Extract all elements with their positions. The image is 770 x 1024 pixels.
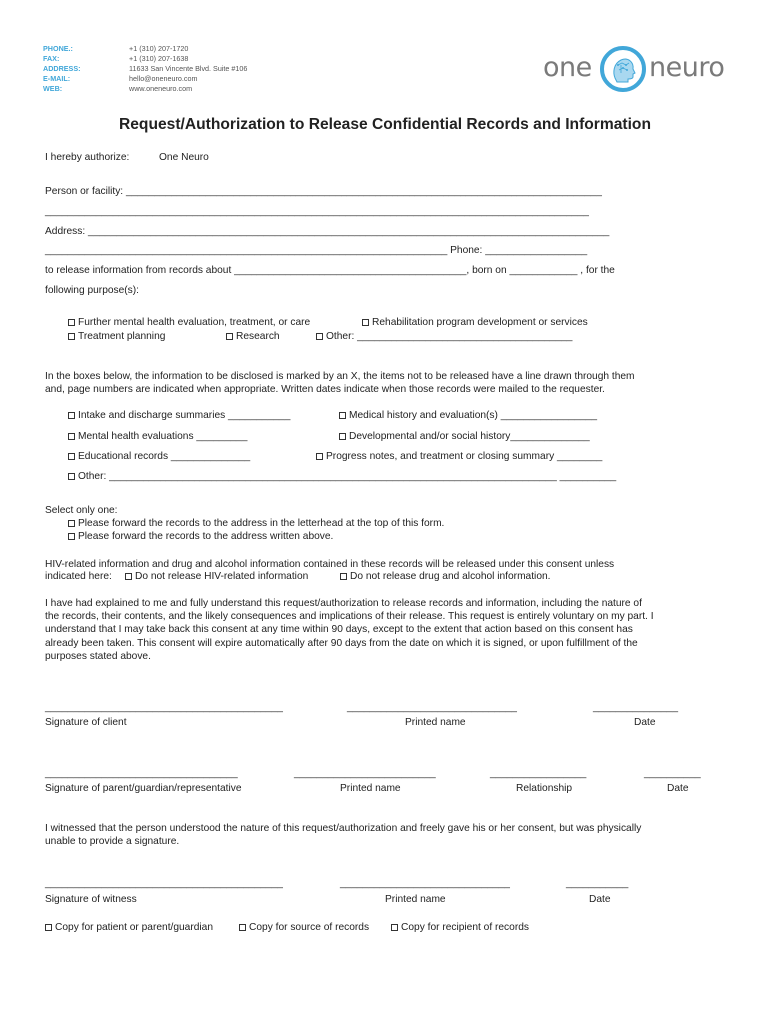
consent-line-2: the records, their contents, and the likely consequences and implications of their release. This request is entirely voluntary on my part. I	[45, 611, 654, 622]
parent-date-label: Date	[667, 783, 689, 794]
web-label: WEB:	[43, 84, 63, 93]
instructions-line-2: and, page numbers are indicated when appropriate. Written dates indicate when those records were mailed to the requester.	[45, 384, 605, 395]
consent-line-1: I have had explained to me and fully understand this request/authorization to release records and information, including the nature of	[45, 598, 642, 609]
forward-above-option[interactable]	[68, 530, 333, 543]
parent-date-field[interactable]: __________	[644, 768, 701, 779]
address-label: ADDRESS:	[43, 64, 81, 73]
checkbox-icon[interactable]	[68, 520, 75, 527]
hiv-prefix: indicated here:	[45, 571, 112, 582]
checkbox-icon[interactable]	[125, 573, 132, 580]
option-label: Progress notes, and treatment or closing summary ________	[326, 451, 603, 462]
option-label: Please forward the records to the address written above.	[78, 531, 334, 542]
letterhead-values	[129, 44, 247, 94]
hiv-no-release-option[interactable]	[125, 570, 308, 583]
option-label: Copy for patient or parent/guardian	[55, 922, 214, 933]
option-label: Mental health evaluations _________	[78, 431, 248, 442]
hiv-text: HIV-related information and drug and alcohol information contained in these records will be released under this consent unless	[45, 559, 615, 570]
client-date-field[interactable]: _______________	[593, 702, 678, 713]
purpose-option-research[interactable]	[226, 330, 280, 343]
witness-date-label: Date	[589, 894, 611, 905]
record-progress-notes[interactable]	[316, 450, 602, 463]
email-value: hello@oneneuro.com	[129, 74, 198, 83]
parent-signature-field[interactable]: __________________________________	[45, 768, 238, 779]
checkbox-icon[interactable]	[391, 924, 398, 931]
select-one-label: Select only one:	[45, 505, 118, 516]
consent-line-5: purposes stated above.	[45, 651, 151, 662]
drug-no-release-option[interactable]	[340, 570, 550, 583]
record-intake[interactable]	[68, 409, 290, 422]
option-label: Do not release HIV-related information	[135, 571, 309, 582]
checkbox-icon[interactable]	[339, 412, 346, 419]
address-field[interactable]: Address: ____________________________________________________________________________________________	[45, 226, 610, 237]
person-facility-field[interactable]: Person or facility: ____________________________________________________________________________________	[45, 186, 602, 197]
checkbox-icon[interactable]	[68, 453, 75, 460]
email-label: E-MAIL:	[43, 74, 71, 83]
option-label: Further mental health evaluation, treatment, or care	[78, 317, 311, 328]
checkbox-icon[interactable]	[68, 533, 75, 540]
form-title: Request/Authorization to Release Confidential Records and Information	[119, 116, 651, 133]
parent-printed-label: Printed name	[340, 783, 401, 794]
copy-source-option[interactable]	[239, 921, 369, 934]
witness-signature-label: Signature of witness	[45, 894, 137, 905]
purpose-option-evaluation[interactable]	[68, 316, 310, 329]
option-label: Research	[236, 331, 280, 342]
release-about-field[interactable]: to release information from records about _________________________________________, born on ____________ , for the	[45, 265, 615, 276]
purpose-option-treatment[interactable]	[68, 330, 165, 343]
phone-label: PHONE.:	[43, 44, 73, 53]
phone-value: +1 (310) 207-1720	[129, 44, 189, 53]
logo-text-neuro: neuro	[649, 52, 725, 83]
forward-letterhead-option[interactable]	[68, 517, 444, 530]
checkbox-icon[interactable]	[316, 333, 323, 340]
witness-signature-field[interactable]: __________________________________________	[45, 878, 283, 889]
consent-line-3: understand that I may take back this consent at any time within 90 days, except to the extent that action based on this consent has	[45, 624, 633, 635]
client-printed-name-field[interactable]: ______________________________	[347, 702, 517, 713]
option-label: Intake and discharge summaries ___________	[78, 410, 291, 421]
fax-value: +1 (310) 207-1638	[129, 54, 189, 63]
witness-text-line-1: I witnessed that the person understood the nature of this request/authorization and freely gave his or her consent, but was physically	[45, 823, 642, 834]
option-label: Educational records ______________	[78, 451, 251, 462]
option-label: Medical history and evaluation(s) _________________	[349, 410, 598, 421]
parent-printed-name-field[interactable]: _________________________	[294, 768, 436, 779]
record-other[interactable]	[68, 470, 616, 483]
option-label: Please forward the records to the address in the letterhead at the top of this form.	[78, 518, 445, 529]
checkbox-icon[interactable]	[226, 333, 233, 340]
letterhead-labels	[43, 44, 81, 94]
checkbox-icon[interactable]	[68, 333, 75, 340]
checkbox-icon[interactable]	[362, 319, 369, 326]
instructions-line-1: In the boxes below, the information to be disclosed is marked by an X, the items not to be released have a line drawn through them	[45, 371, 635, 382]
checkbox-icon[interactable]	[316, 453, 323, 460]
checkbox-icon[interactable]	[239, 924, 246, 931]
head-brain-icon	[600, 46, 646, 92]
option-label: Copy for source of records	[249, 922, 370, 933]
option-label: Other: _______________________________________________________________________________ __________	[78, 471, 617, 482]
option-label: Rehabilitation program development or services	[372, 317, 588, 328]
parent-relationship-field[interactable]: _________________	[490, 768, 587, 779]
option-label: Do not release drug and alcohol information.	[350, 571, 551, 582]
client-signature-label: Signature of client	[45, 717, 127, 728]
checkbox-icon[interactable]	[68, 319, 75, 326]
client-printed-label: Printed name	[405, 717, 466, 728]
purpose-option-rehabilitation[interactable]	[362, 316, 588, 329]
purpose-label: following purpose(s):	[45, 285, 139, 296]
client-date-label: Date	[634, 717, 656, 728]
checkbox-icon[interactable]	[339, 433, 346, 440]
phone-field[interactable]: _______________________________________________________________________ Phone: __________________	[45, 245, 588, 256]
checkbox-icon[interactable]	[340, 573, 347, 580]
checkbox-icon[interactable]	[68, 433, 75, 440]
address-value: 11633 San Vincente Blvd. Suite #106	[129, 64, 248, 73]
option-label: Copy for recipient of records	[401, 922, 529, 933]
purpose-option-other[interactable]	[316, 330, 572, 343]
record-medical-history[interactable]	[339, 409, 597, 422]
person-facility-field-2[interactable]: ________________________________________________________________________________________________	[45, 206, 589, 217]
parent-relationship-label: Relationship	[516, 783, 573, 794]
web-value: www.oneneuro.com	[129, 84, 193, 93]
parent-signature-label: Signature of parent/guardian/representative	[45, 783, 242, 794]
logo-text-one: one	[543, 52, 592, 83]
checkbox-icon[interactable]	[68, 473, 75, 480]
client-signature-field[interactable]: __________________________________________	[45, 702, 283, 713]
record-developmental[interactable]	[339, 430, 590, 443]
witness-date-field[interactable]: ___________	[566, 878, 629, 889]
copy-recipient-option[interactable]	[391, 921, 529, 934]
witness-text-line-2: unable to provide a signature.	[45, 836, 180, 847]
authorize-label: I hereby authorize:	[45, 152, 130, 163]
fax-label: FAX:	[43, 54, 60, 63]
checkbox-icon[interactable]	[68, 412, 75, 419]
record-mental-health[interactable]	[68, 430, 247, 443]
record-educational[interactable]	[68, 450, 250, 463]
consent-line-4: already been taken. This consent will expire automatically after 90 days from the date on which it is signed, or upon fulfillment of the	[45, 638, 638, 649]
witness-printed-name-field[interactable]: ______________________________	[340, 878, 510, 889]
copy-patient-option[interactable]	[45, 921, 213, 934]
witness-printed-label: Printed name	[385, 894, 446, 905]
option-label: Developmental and/or social history______________	[349, 431, 590, 442]
option-label: Treatment planning	[78, 331, 166, 342]
authorize-value: One Neuro	[159, 152, 209, 163]
option-label: Other: ______________________________________	[326, 331, 573, 342]
checkbox-icon[interactable]	[45, 924, 52, 931]
